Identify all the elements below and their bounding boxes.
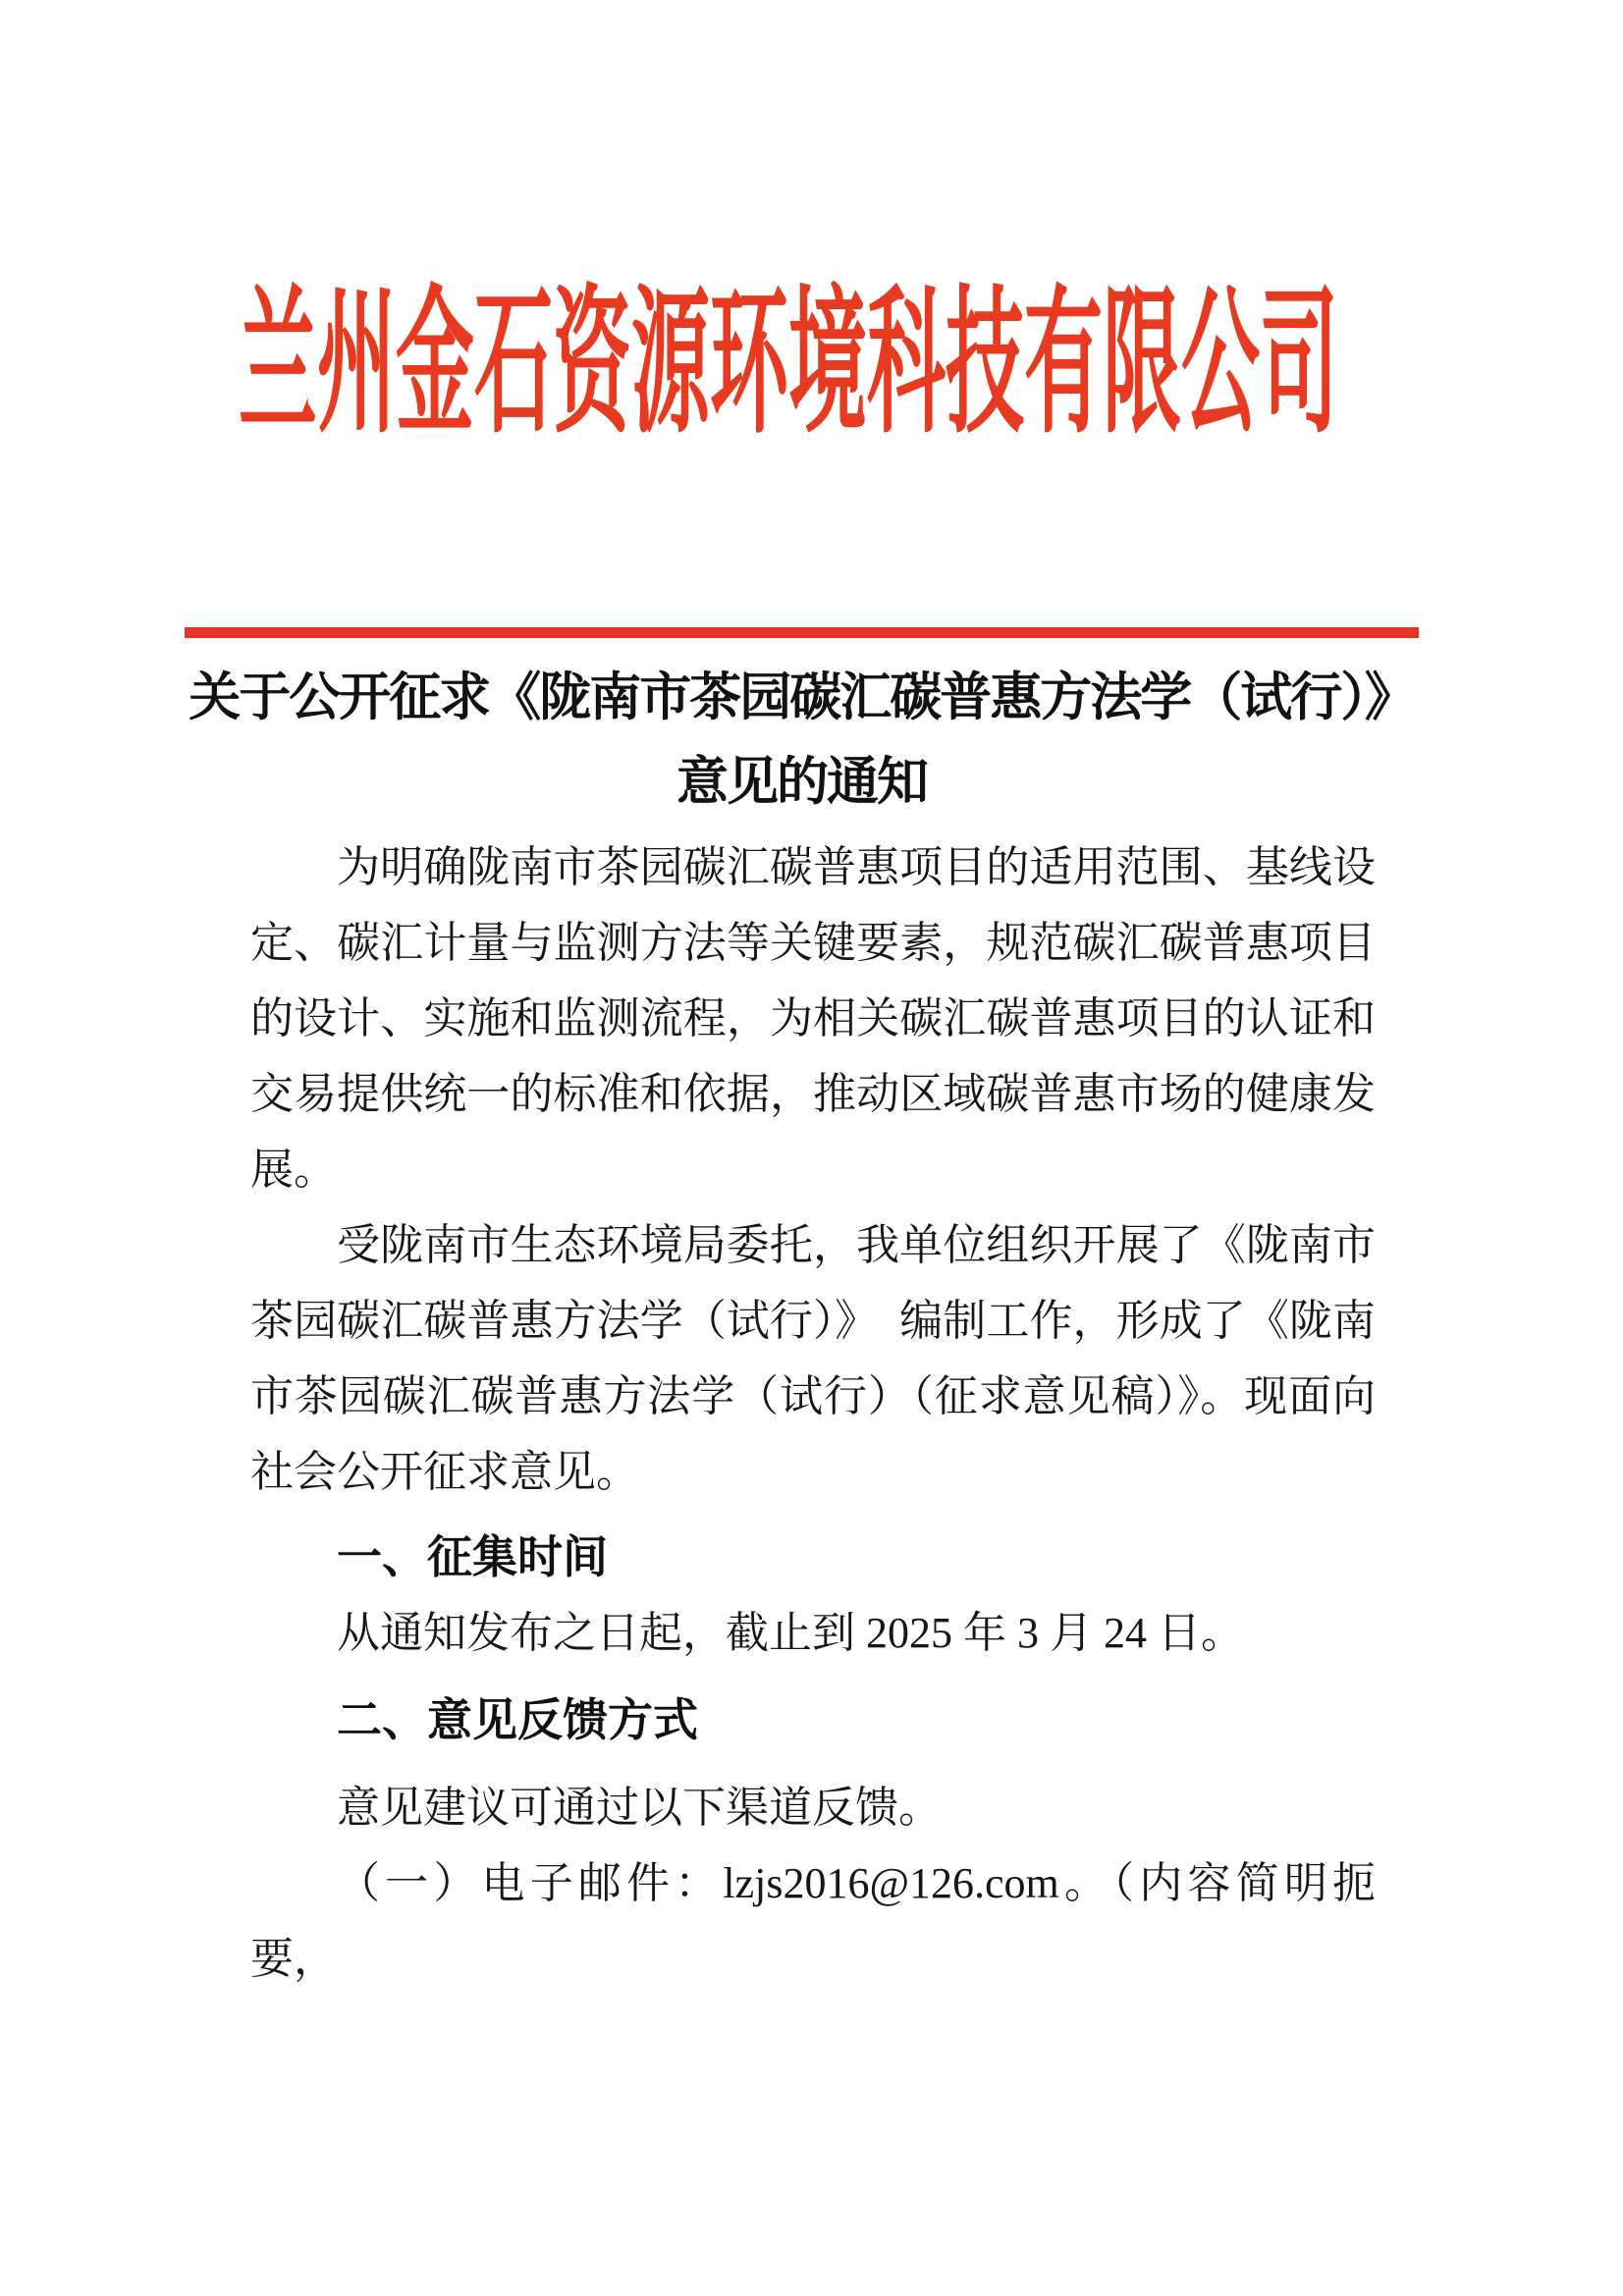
section2-item-email: （一）电子邮件：lzjs2016@126.com。（内容简明扼要， <box>250 1859 1376 1983</box>
notice-body <box>250 829 1376 1997</box>
paragraph-background: 受陇南市生态环境局委托，我单位组织开展了《陇南市茶园碳汇碳普惠方法学（试行）》 编制工作，形成了《陇南市茶园碳汇碳普惠方法学（试行）（征求意见稿）》。现面向社会公开征求意见。 <box>250 1221 1376 1496</box>
letterhead-divider-line <box>185 627 1419 638</box>
section1-body-deadline: 从通知发布之日起，截止到 2025 年 3 月 24 日。 <box>337 1609 1244 1657</box>
notice-title-line1: 关于公开征求《陇南市茶园碳汇碳普惠方法学（试行）》 <box>189 669 1415 726</box>
section1-heading: 一、征集时间 <box>337 1531 608 1582</box>
section2-body: 意见建议可通过以下渠道反馈。 <box>337 1784 942 1832</box>
paragraph-purpose: 为明确陇南市茶园碳汇碳普惠项目的适用范围、基线设定、碳汇计量与监测方法等关键要素，规范碳汇碳普惠项目的设计、实施和监测流程，为相关碳汇碳普惠项目的认证和交易提供统一的标准和依据，推动区域碳普惠市场的健康发展。 <box>250 843 1376 1194</box>
notice-title-line2: 意见的通知 <box>676 754 927 811</box>
section2-heading: 二、意见反馈方式 <box>337 1694 698 1745</box>
notice-title <box>185 656 1419 825</box>
letterhead-company-name: 兰州金石资源环境科技有限公司 <box>239 278 1338 454</box>
